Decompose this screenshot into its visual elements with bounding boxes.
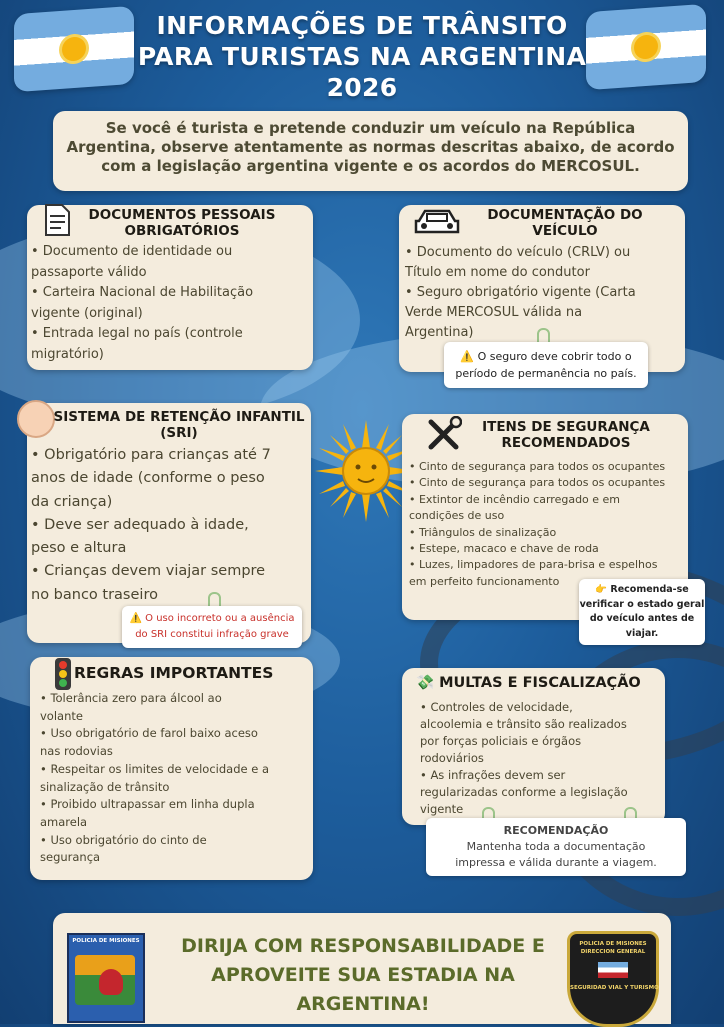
section-title: 💸 MULTAS E FISCALIZAÇÃO xyxy=(416,675,641,691)
list-item: condições de uso xyxy=(409,509,505,523)
list-item: por forças policiais e órgãos xyxy=(420,734,582,748)
recommendation-title: RECOMENDAÇÃO xyxy=(503,824,609,837)
list-item: • Documento de identidade ou xyxy=(31,244,233,259)
section-title: DOCUMENTOS PESSOAIS OBRIGATÓRIOS xyxy=(88,207,276,239)
intro-line: com a legislação argentina vigente e os acordos do MERCOSUL. xyxy=(101,157,640,175)
child-seat-warning-note: ⚠️ O uso incorreto ou a ausência do SRI constitui infração grave xyxy=(122,606,302,648)
list-item: • Documento do veículo (CRLV) ou xyxy=(405,245,631,260)
list-item: da criança) xyxy=(31,493,113,510)
list-item: • Obrigatório para crianças até 7 xyxy=(31,447,271,463)
child-seat-list xyxy=(31,444,271,607)
list-item: vigente xyxy=(420,802,464,816)
list-item: • Crianças devem viajar sempre xyxy=(31,563,266,580)
section-title: ITENS DE SEGURANÇA RECOMENDADOS xyxy=(482,419,650,451)
list-item: • Entrada legal no país (controle xyxy=(31,326,243,341)
list-item: em perfeito funcionamento xyxy=(409,574,560,588)
personal-documents-card xyxy=(27,205,313,370)
footer-banner xyxy=(53,913,671,1024)
tools-icon xyxy=(426,416,462,452)
vehicle-documents-list xyxy=(405,243,636,343)
argentina-flag-icon xyxy=(14,6,134,92)
list-item: • Controles de velocidade, xyxy=(420,700,573,714)
section-title: REGRAS IMPORTANTES xyxy=(74,664,274,682)
list-item: alcoolemia e trânsito são realizados xyxy=(420,717,627,731)
intro-line: Se você é turista e pretende conduzir um veículo na República xyxy=(105,119,636,137)
list-item: migratório) xyxy=(31,346,104,362)
intro-card xyxy=(53,111,688,191)
list-item: vigente (original) xyxy=(31,305,143,321)
list-item: • As infrações devem ser xyxy=(420,768,566,782)
list-item: volante xyxy=(40,708,83,723)
list-item: • Deve ser adequado à idade, xyxy=(31,516,249,533)
personal-documents-list xyxy=(31,242,253,365)
list-item: Argentina) xyxy=(405,325,474,340)
insurance-note: ⚠️ O seguro deve cobrir todo o período de permanência no país. xyxy=(444,342,648,388)
list-item: nas rodovias xyxy=(40,744,113,759)
car-icon xyxy=(413,207,461,237)
list-item: • Extintor de incêndio carregado e em xyxy=(409,492,621,506)
argentina-flag-icon xyxy=(586,4,706,90)
list-item: no banco traseiro xyxy=(31,586,158,603)
list-item: • Cinto de segurança para todos os ocupantes xyxy=(409,476,666,490)
vehicle-check-note: 👉 Recomenda-se verificar o estado geral do veículo antes de viajar. xyxy=(579,579,705,645)
important-rules-card xyxy=(30,657,313,880)
list-item: • Uso obrigatório de farol baixo aceso xyxy=(40,726,258,741)
page-title: INFORMAÇÕES DE TRÂNSITO PARA TURISTAS NA ARGENTINA 2026 xyxy=(137,11,587,102)
road-safety-badge: POLICIA DE MISIONES DIRECCION GENERAL SEGURIDAD VIAL Y TURISMO xyxy=(567,931,659,1027)
section-title: SISTEMA DE RETENÇÃO INFANTIL (SRI) xyxy=(53,409,305,441)
list-item: • Uso obrigatório do cinto de xyxy=(40,832,207,847)
list-item: • Respeitar os limites de velocidade e a xyxy=(40,761,270,776)
recommendation-note: RECOMENDAÇÃO Mantenha toda a documentação impressa e válida durante a viagem. xyxy=(426,818,686,876)
intro-line: Argentina, observe atentamente as normas descritas abaixo, de acordo xyxy=(66,138,675,156)
list-item: peso e altura xyxy=(31,540,127,557)
fines-list xyxy=(420,699,628,818)
list-item: segurança xyxy=(40,850,101,865)
list-item: regularizadas conforme a legislação xyxy=(420,785,628,799)
list-item: • Triângulos de sinalização xyxy=(409,525,557,539)
safety-items-list xyxy=(409,459,665,590)
list-item: • Luzes, limpadores de para-brisa e espelhos xyxy=(409,558,658,572)
list-item: • Estepe, macaco e chave de roda xyxy=(409,542,599,556)
important-rules-list xyxy=(40,690,269,867)
list-item: sinalização de trânsito xyxy=(40,779,170,794)
list-item: • Cinto de segurança para todos os ocupantes xyxy=(409,460,666,473)
list-item: • Carteira Nacional de Habilitação xyxy=(31,285,254,300)
list-item: • Tolerância zero para álcool ao xyxy=(40,691,222,705)
footer-message: DIRIJA COM RESPONSABILIDADE E APROVEITE SUA ESTADIA NA ARGENTINA! xyxy=(181,935,545,1015)
baby-icon xyxy=(17,400,55,438)
list-item: Verde MERCOSUL válida na xyxy=(405,305,583,320)
list-item: passaporte válido xyxy=(31,264,147,280)
list-item: amarela xyxy=(40,814,88,829)
fines-card xyxy=(402,668,665,825)
document-icon xyxy=(43,203,71,237)
list-item: • Proibido ultrapassar em linha dupla xyxy=(40,797,255,812)
list-item: Título em nome do condutor xyxy=(405,265,590,280)
list-item: rodoviários xyxy=(420,751,484,765)
section-title: DOCUMENTAÇÃO DO VEÍCULO xyxy=(487,207,643,239)
list-item: anos de idade (conforme o peso xyxy=(31,470,265,487)
misiones-police-logo: POLICIA DE MISIONES xyxy=(67,933,145,1023)
list-item: • Seguro obrigatório vigente (Carta xyxy=(405,285,636,300)
traffic-light-icon xyxy=(52,657,74,691)
